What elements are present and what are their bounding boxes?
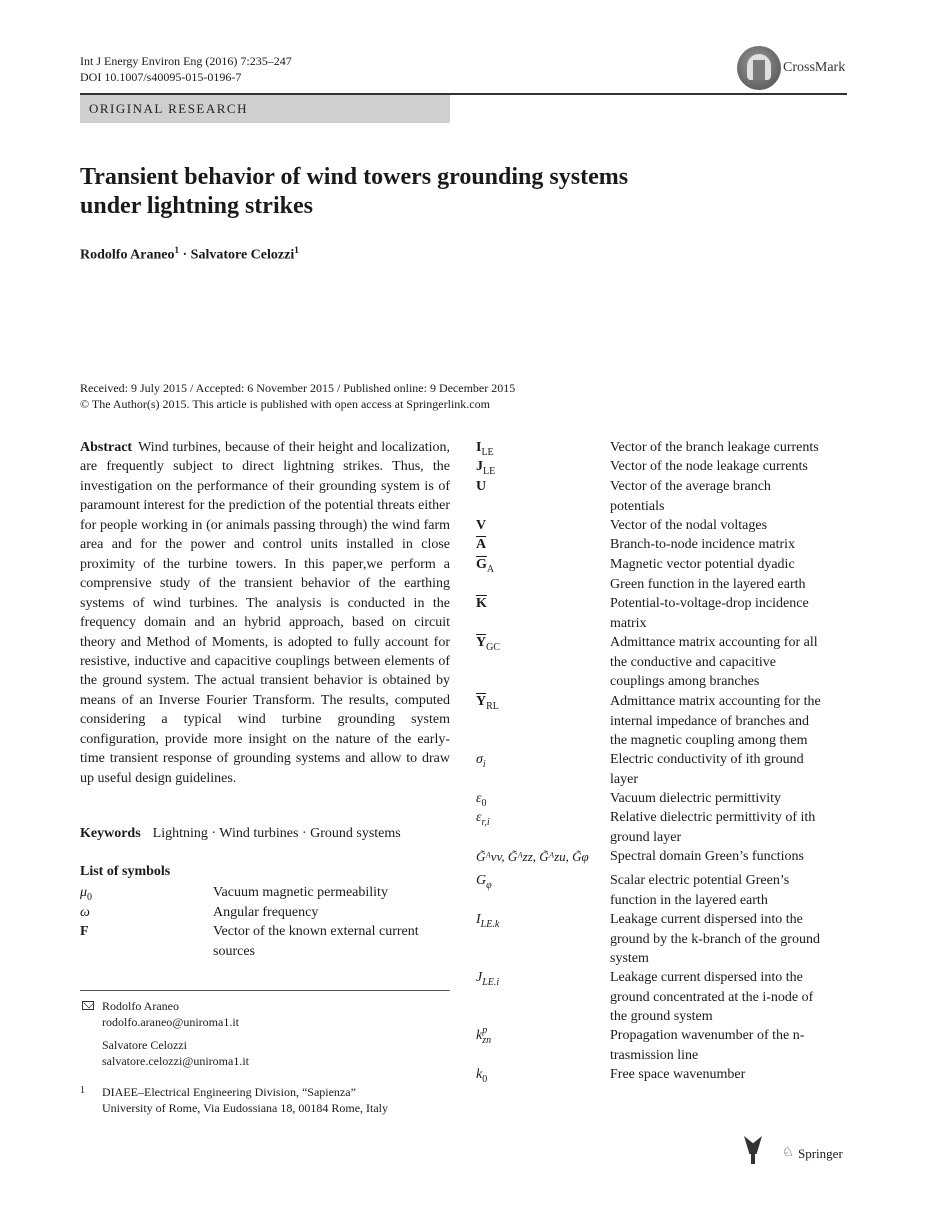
abstract-label: Abstract (80, 440, 133, 455)
symbol: $J_{LE}$ (476, 459, 496, 477)
symbol-description: Potential-to-voltage-drop incidence matrix (610, 596, 809, 631)
symbol: F (80, 924, 89, 939)
section-label: ORIGINAL RESEARCH (89, 101, 248, 116)
symbol-description: Free space wavenumber (610, 1067, 746, 1082)
author-list (80, 245, 299, 264)
symbol-row (80, 922, 450, 962)
symbol-description: Relative dielectric permittivity of ith ground layer (610, 810, 816, 845)
section-banner (80, 95, 450, 123)
symbol-description: Branch-to-node incidence matrix (610, 537, 796, 552)
abstract-text: Wind turbines, because of their height and localization, are frequently subject to direct lightning strikes. Thus, the investigation on the performance of their grounding system is of paramount interest for the prediction of the potential threats either for people working in (or animals passing through) the wind farm area and for the power and control units installed in close proximity of the turbine towers. In this paper,we perform a comprensive study of the transient behavior of the earthing systems of wind turbines. The analysis is conducted in the frequency domain and an hybrid approach, based on circuit theory and Method of Moments, is adopted to fully account for resistive, inductive and capacitive couplings between elements of the ground system. The actual transient behavior is obtained by means of an Inverse Fourier Transform. The results, computed considering a typical wind turbine grounding system configuration, provide more insight on the nature of the early-time transient response of grounding systems and allow to draw up useful design guidelines. (80, 440, 450, 786)
symbol: $I_{LE}$ (476, 440, 494, 458)
author-name[interactable]: Salvatore Celozzi (190, 247, 295, 263)
title-line: under lightning strikes (80, 193, 313, 219)
symbol-description: Admittance matrix accounting for all the conductive and capacitive couplings among branches (610, 635, 818, 689)
symbol-description: Propagation wavenumber of the n- trasmission line (610, 1028, 805, 1063)
symbol: $\mu_0$ (80, 885, 93, 903)
keywords-label: Keywords (80, 826, 141, 841)
symbol-description: Vector of the branch leakage currents (610, 440, 819, 455)
symbol: $G_\varphi$ (476, 873, 492, 891)
crossmark-label: CrossMark (783, 60, 846, 75)
contact-email[interactable]: salvatore.celozzi@uniroma1.it (102, 1054, 249, 1068)
envelope-icon (82, 1001, 94, 1010)
journal-citation: Int J Energy Environ Eng (2016) 7:235–247 (80, 54, 292, 68)
affiliation-mark: 1 (174, 245, 179, 255)
symbol-description: Vector of the node leakage currents (610, 459, 808, 474)
symbol-row (80, 883, 450, 903)
symbol: $\varepsilon_{r,i}$ (476, 810, 490, 828)
publication-dates (80, 380, 515, 412)
symbol: $\varepsilon_0$ (476, 791, 487, 809)
symbol: $\overline{Y}_{GC}$ (476, 635, 501, 653)
symbol: $\overline{A}$ (476, 537, 487, 552)
affiliation-line: DIAEE–Electrical Engineering Division, “Sapienza” (102, 1085, 356, 1099)
abstract (80, 438, 450, 788)
publisher-logo (740, 1136, 852, 1168)
symbol: $I_{LE.k}$ (476, 912, 500, 930)
springer-horse-icon (740, 1136, 766, 1164)
symbol-description: Vacuum magnetic permeability (213, 885, 388, 900)
symbol-description: Leakage current dispersed into the ground concentrated at the i-node of the ground system (610, 970, 814, 1024)
affiliation (102, 1084, 388, 1116)
contact-author-1 (102, 998, 239, 1030)
paper-title (80, 163, 720, 221)
symbol-description: Vector of the nodal voltages (610, 518, 768, 533)
springer-mark-icon: ♘ (782, 1144, 794, 1159)
symbol-description: Electric conductivity of ith ground layer (610, 752, 804, 787)
symbol: $J_{LE.i}$ (476, 970, 500, 988)
symbol: U (476, 479, 487, 494)
symbol-description: Scalar electric potential Green’s function in the layered earth (610, 873, 790, 908)
symbol: k p zn (476, 1025, 492, 1046)
symbol-description: Leakage current dispersed into the ground by the k-branch of the ground system (610, 912, 820, 966)
symbol: $\sigma_i$ (476, 752, 486, 770)
title-line: Transient behavior of wind towers grounding systems (80, 164, 629, 190)
doi[interactable]: DOI 10.1007/s40095-015-0196-7 (80, 70, 242, 84)
symbols-heading: List of symbols (80, 864, 171, 879)
keywords (80, 826, 450, 842)
symbol-description: Admittance matrix accounting for the internal impedance of branches and the magnetic coupling among them (610, 694, 821, 748)
crossmark-badge[interactable] (735, 46, 855, 92)
symbol-description: Vacuum dielectric permittivity (610, 791, 782, 806)
symbol: $\overline{G}_A$ (476, 557, 495, 575)
symbol-description: Magnetic vector potential dyadic Green function in the layered earth (610, 557, 806, 592)
received-dates: Received: 9 July 2015 / Accepted: 6 November 2015 / Published online: 9 December 2015 (80, 381, 516, 395)
symbol-description: Vector of the average branch potentials (610, 479, 771, 514)
affiliation-number: 1 (80, 1085, 85, 1096)
symbol: V (476, 518, 487, 533)
author-separator: · (179, 247, 191, 263)
symbol: $\overline{Y}_{RL}$ (476, 694, 499, 712)
copyright-notice: © The Author(s) 2015. This article is published with open access at Springerlink.com (80, 397, 490, 411)
author-name[interactable]: Rodolfo Araneo (80, 247, 175, 263)
symbol-description: Angular frequency (213, 905, 319, 920)
crossmark-icon (737, 46, 781, 90)
contact-email[interactable]: rodolfo.araneo@uniroma1.it (102, 1015, 240, 1029)
contact-author-2 (102, 1037, 249, 1069)
symbol-description: Spectral domain Green’s functions (610, 849, 805, 864)
symbol: $\overline{K}$ (476, 596, 487, 611)
publisher-name: Springer (798, 1146, 843, 1161)
symbol-row (80, 903, 450, 923)
keywords-text: Lightning · Wind turbines · Ground systems (152, 826, 401, 841)
affiliation-line: University of Rome, Via Eudossiana 18, 00184 Rome, Italy (102, 1101, 389, 1115)
symbol: ω (80, 905, 90, 920)
footnote-rule (80, 990, 450, 991)
contact-name: Rodolfo Araneo (102, 999, 179, 1013)
contact-name: Salvatore Celozzi (102, 1038, 187, 1052)
symbol-description: Vector of the known external current sources (213, 924, 419, 959)
symbol: G̃ᴬvv, G̃ᴬzz, G̃ᴬzu, G̃φ (476, 849, 589, 864)
affiliation-mark: 1 (294, 245, 299, 255)
symbol: $k_0$ (476, 1067, 488, 1085)
